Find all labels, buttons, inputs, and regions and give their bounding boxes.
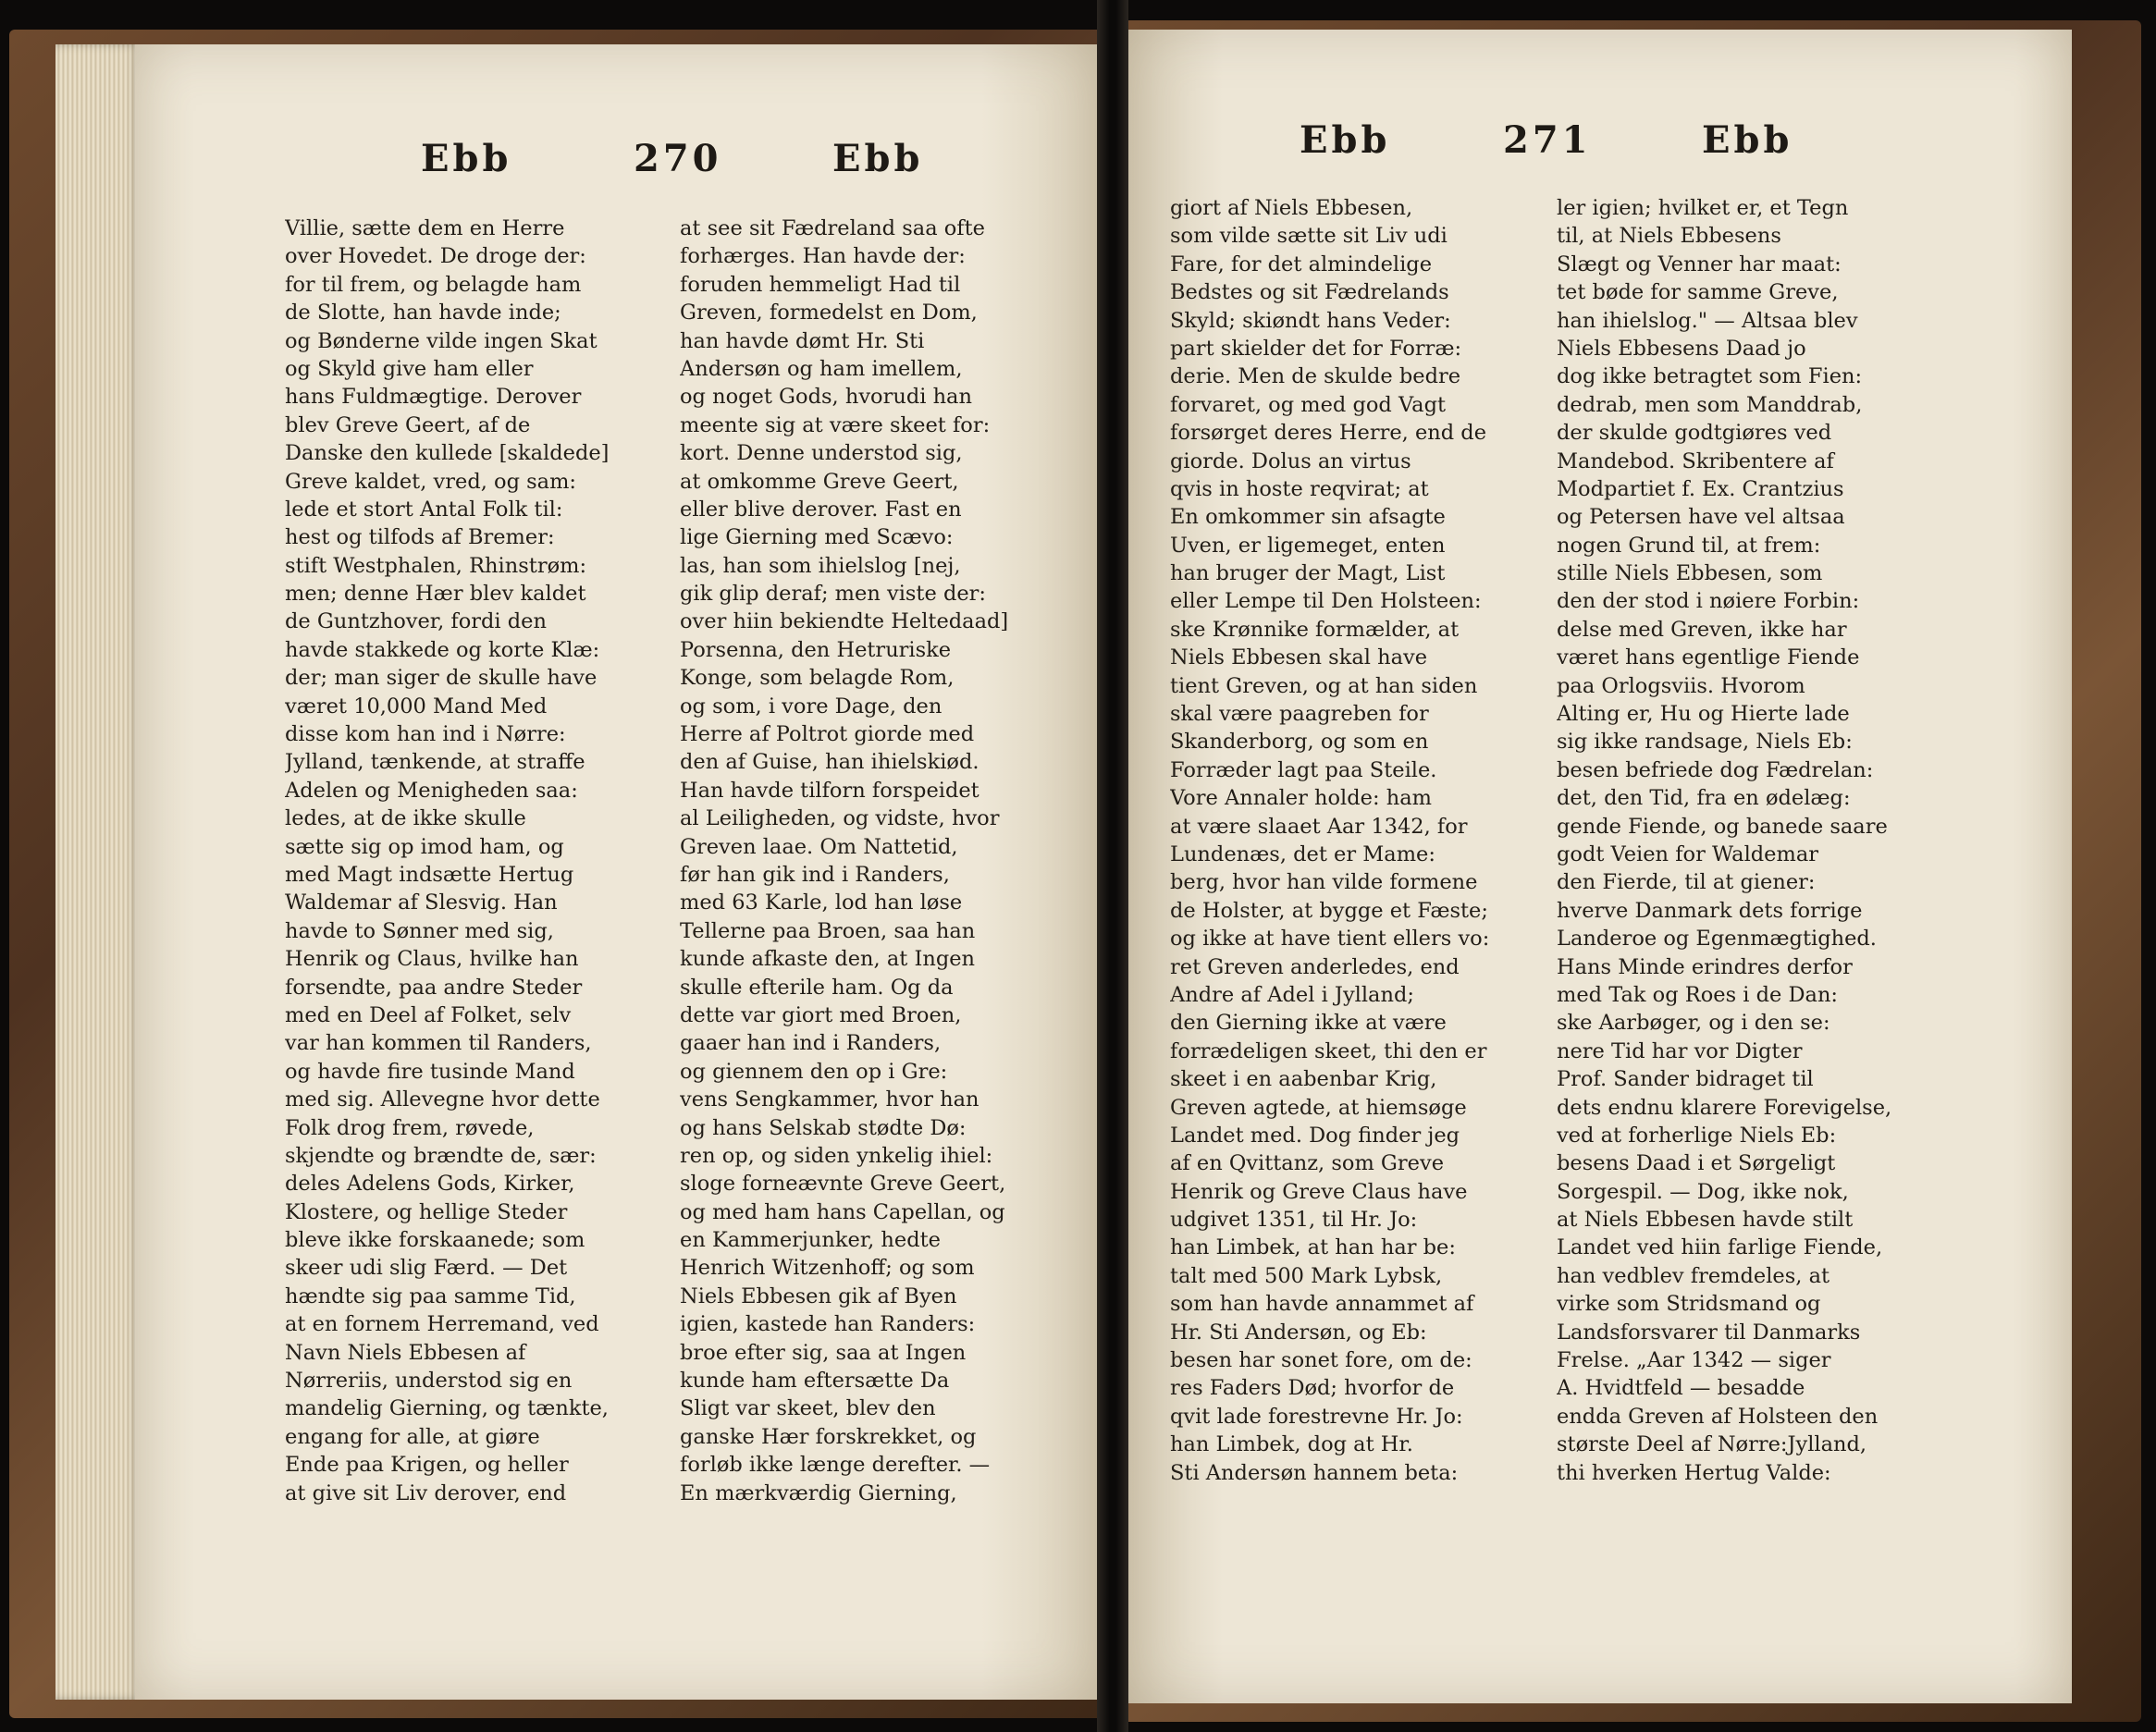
text-line: res Faders Død; hvorfor de [1170,1376,1455,1401]
text-line: forhærges. Han havde der: [680,244,966,269]
text-line: at see sit Fædreland saa ofte [680,216,985,240]
text-line: kunde ham eftersætte Da [680,1369,950,1394]
text-line: en Kammerjunker, hedte [680,1228,941,1253]
text-line: Greven agtede, at hiemsøge [1170,1095,1467,1120]
text-line: Slægt og Venner har maat: [1557,252,1842,276]
text-line: Alting er, Hu og Hierte lade [1557,702,1850,727]
text-line: og Bønderne vilde ingen Skat [285,328,598,353]
text-line: og Skyld give ham eller [285,356,534,381]
text-line: som han havde annammet af [1170,1292,1474,1317]
text-line: Niels Ebbesen skal have [1170,645,1428,670]
text-line: hans Fuldmægtige. Derover [285,385,582,410]
text-line: lede et stort Antal Folk til: [285,497,563,522]
text-line: Uven, er ligemeget, enten [1170,533,1446,558]
text-line: Landeroe og Egenmægtighed. [1557,927,1877,952]
text-line: med 63 Karle, lod han løse [680,891,963,915]
text-line: Folk drog frem, røvede, [285,1115,535,1140]
text-line: men; denne Hær blev kaldet [285,582,586,607]
text-line: berg, hvor han vilde formene [1170,870,1478,895]
left-header-word-right: Ebb [832,137,924,180]
text-line: Andre af Adel i Jylland; [1170,982,1414,1007]
text-line: været hans egentlige Fiende [1557,645,1860,670]
text-line: skal være paagreben for [1170,702,1429,727]
text-line: Waldemar af Slesvig. Han [285,891,558,915]
text-line: og som, i vore Dage, den [680,694,942,719]
text-line: mandelig Gierning, og tænkte, [285,1396,609,1421]
text-line: Adelen og Menigheden saa: [285,778,578,803]
text-line: blev Greve Geert, af de [285,412,531,437]
text-line: den Fierde, til at giener: [1557,870,1816,895]
text-line: nogen Grund til, at frem: [1557,533,1821,558]
text-line: forrædeligen skeet, thi den er [1170,1038,1487,1063]
text-line: den Gierning ikke at være [1170,1011,1447,1036]
text-line: Henrik og Claus, hvilke han [285,947,579,972]
text-line: at give sit Liv derover, end [285,1480,567,1505]
text-line: Skanderborg, og som en [1170,730,1429,755]
text-line: godt Veien for Waldemar [1557,841,1818,866]
text-line: deles Adelens Gods, Kirker, [285,1172,575,1197]
text-line: A. Hvidtfeld — besadde [1557,1376,1805,1401]
text-line: for til frem, og belagde ham [285,272,582,297]
text-line: virke som Stridsmand og [1557,1292,1821,1317]
text-line: disse kom han ind i Nørre: [285,722,566,747]
text-line: dedrab, men som Manddrab, [1557,392,1863,417]
text-line: sloge forneævnte Greve Geert, [680,1172,1006,1197]
text-line: og noget Gods, hvorudi han [680,385,972,410]
right-header-word: Ebb [1300,118,1391,162]
text-line: giort af Niels Ebbesen, [1170,196,1413,220]
text-line: Navn Niels Ebbesen af [285,1340,526,1365]
text-line: Greven, formedelst en Dom, [680,301,978,326]
text-line: giorde. Dolus an virtus [1170,448,1411,473]
left-header-word: Ebb [421,137,512,180]
text-line: ske Krønnike formælder, at [1170,617,1460,642]
text-line: forsendte, paa andre Steder [285,975,583,1000]
text-line: Niels Ebbesens Daad jo [1557,336,1806,361]
text-line: meente sig at være skeet for: [680,412,991,437]
text-line: over hiin bekiendte Heltedaad] [680,609,1009,634]
text-line: at Niels Ebbesen havde stilt [1557,1208,1854,1233]
text-line: Danske den kullede [skaldede] [285,441,610,466]
text-line: part skielder det for Forræ: [1170,336,1462,361]
text-line: Konge, som belagde Rom, [680,666,955,691]
text-line: forvaret, og med god Vagt [1170,392,1447,417]
text-line: talt med 500 Mark Lybsk, [1170,1263,1443,1288]
text-line: og Petersen have vel altsaa [1557,505,1845,530]
text-line: han bruger der Magt, List [1170,561,1446,586]
text-line: Henrich Witzenhoff; og som [680,1256,975,1281]
right-header-word-right: Ebb [1702,118,1793,162]
text-line: Fare, for det almindelige [1170,252,1433,276]
text-line: broe efter sig, saa at Ingen [680,1340,967,1365]
text-line: besen har sonet fore, om de: [1170,1348,1472,1373]
text-line: skeet i en aabenbar Krig, [1170,1067,1437,1092]
text-line: bleve ikke forskaanede; som [285,1228,585,1253]
text-line: ren op, og siden ynkelig ihiel: [680,1143,993,1168]
text-line: En mærkværdig Gierning, [680,1480,957,1505]
text-line: tet bøde for samme Greve, [1557,280,1839,305]
text-line: Henrik og Greve Claus have [1170,1179,1468,1204]
text-line: paa Orlogsviis. Hvorom [1557,673,1805,698]
text-line: Forræder lagt paa Steile. [1170,757,1437,782]
text-line: al Leiligheden, og vidste, hvor [680,806,1000,831]
text-line: las, han som ihielslog [nej, [680,553,961,578]
text-line: Prof. Sander bidraget til [1557,1067,1814,1092]
book-gutter [1097,0,1128,1732]
text-line: Sti Andersøn hannem beta: [1170,1460,1459,1485]
text-line: Sorgespil. — Dog, ikke nok, [1557,1179,1849,1204]
text-line: med Tak og Roes i de Dan: [1557,982,1839,1007]
text-line: Hans Minde erindres derfor [1557,954,1853,979]
text-line: Greve kaldet, vred, og sam: [285,469,576,494]
text-line: den der stod i nøiere Forbin: [1557,589,1860,614]
text-line: foruden hemmeligt Had til [680,272,961,297]
text-line: Herre af Poltrot giorde med [680,722,975,747]
text-line: eller blive derover. Fast en [680,497,962,522]
left-page-column-1 [285,215,650,1507]
text-line: qvit lade forestrevne Hr. Jo: [1170,1404,1463,1429]
text-line: skeer udi slig Færd. — Det [285,1256,568,1281]
text-line: gik glip deraf; men viste der: [680,582,986,607]
text-line: igien, kastede han Randers: [680,1312,976,1337]
text-line: han Limbek, at han har be: [1170,1235,1456,1260]
right-page-column-1 [1170,194,1535,1487]
text-line: Frelse. „Aar 1342 — siger [1557,1348,1831,1373]
text-line: besens Daad i et Sørgeligt [1557,1151,1836,1176]
text-line: de Slotte, han havde inde; [285,301,561,326]
text-line: Landet med. Dog finder jeg [1170,1123,1460,1148]
text-line: dog ikke betragtet som Fien: [1557,364,1863,389]
text-line: ledes, at de ikke skulle [285,806,526,831]
text-line: skjendte og brændte de, sær: [285,1143,597,1168]
text-line: Lundenæs, det er Mame: [1170,841,1435,866]
text-line: udgivet 1351, til Hr. Jo: [1170,1208,1418,1233]
text-line: af en Qvittanz, som Greve [1170,1151,1445,1176]
text-line: han vedblev fremdeles, at [1557,1263,1830,1288]
text-line: Bedstes og sit Fædrelands [1170,280,1449,305]
text-line: derie. Men de skulde bedre [1170,364,1461,389]
text-line: før han gik ind i Randers, [680,862,950,887]
text-line: ret Greven anderledes, end [1170,954,1460,979]
text-line: med Magt indsætte Hertug [285,862,574,887]
text-line: Tellerne paa Broen, saa han [680,918,976,943]
text-line: forløb ikke længe derefter. — [680,1453,991,1478]
text-line: delse med Greven, ikke har [1557,617,1847,642]
text-line: som vilde sætte sit Liv udi [1170,224,1448,249]
text-line: Hr. Sti Andersøn, og Eb: [1170,1320,1427,1345]
text-line: Andersøn og ham imellem, [680,356,963,381]
left-page-column-2 [680,215,1031,1507]
text-line: største Deel af Nørre:Jylland, [1557,1432,1867,1457]
text-line: ved at forherlige Niels Eb: [1557,1123,1837,1148]
text-line: tient Greven, og at han siden [1170,673,1478,698]
text-line: stille Niels Ebbesen, som [1557,561,1823,586]
text-line: Niels Ebbesen gik af Byen [680,1284,957,1308]
text-line: Porsenna, den Hetruriske [680,637,952,662]
text-line: kort. Denne understod sig, [680,441,963,466]
text-line: der; man siger de skulle have [285,666,598,691]
text-line: Nørreriis, understod sig en [285,1369,573,1394]
text-line: sig ikke randsage, Niels Eb: [1557,730,1853,755]
text-line: endda Greven af Holsteen den [1557,1404,1879,1429]
text-line: besen befriede dog Fædrelan: [1557,757,1874,782]
left-page-number: 270 [634,137,722,180]
text-line: ske Aarbøger, og i den se: [1557,1011,1830,1036]
text-line: over Hovedet. De droge der: [285,244,586,269]
text-line: Landet ved hiin farlige Fiende, [1557,1235,1883,1260]
text-line: og havde fire tusinde Mand [285,1059,575,1084]
text-line: ganske Hær forskrekket, og [680,1424,977,1449]
text-line: stift Westphalen, Rhinstrøm: [285,553,587,578]
text-line: han ihielslog." — Altsaa blev [1557,308,1858,333]
text-line: han havde dømt Hr. Sti [680,328,925,353]
text-line: det, den Tid, fra en ødelæg: [1557,786,1851,811]
text-line: engang for alle, at giøre [285,1424,540,1449]
text-line: vens Sengkammer, hvor han [680,1087,979,1112]
text-line: Ende paa Krigen, og heller [285,1453,569,1478]
text-line: Landsforsvarer til Danmarks [1557,1320,1861,1345]
text-line: og ikke at have tient ellers vo: [1170,927,1490,952]
text-line: Modpartiet f. Ex. Crantzius [1557,476,1844,501]
text-line: de Guntzhover, fordi den [285,609,547,634]
text-line: Mandebod. Skribentere af [1557,448,1834,473]
text-line: qvis in hoste reqvirat; at [1170,476,1429,501]
text-line: med sig. Allevegne hvor dette [285,1087,600,1112]
text-line: kunde afkaste den, at Ingen [680,947,976,972]
text-line: gaaer han ind i Randers, [680,1031,942,1056]
text-line: Han havde tilforn forspeidet [680,778,979,803]
text-line: hest og tilfods af Bremer: [285,525,555,550]
text-line: En omkommer sin afsagte [1170,505,1446,530]
text-line: ler igien; hvilket er, et Tegn [1557,196,1849,220]
text-line: lige Gierning med Scævo: [680,525,954,550]
text-line: han Limbek, dog at Hr. [1170,1432,1413,1457]
text-line: hændte sig paa samme Tid, [285,1284,576,1308]
text-line: Klostere, og hellige Steder [285,1199,568,1224]
right-page-number: 271 [1503,118,1592,162]
text-line: de Holster, at bygge et Fæste; [1170,898,1488,923]
text-line: sætte sig op imod ham, og [285,834,564,859]
right-page-column-2 [1557,194,1927,1487]
text-line: Vore Annaler holde: ham [1170,786,1432,811]
text-line: havde stakkede og korte Klæ: [285,637,600,662]
text-line: dette var giort med Broen, [680,1002,962,1027]
text-line: Skyld; skiøndt hans Veder: [1170,308,1451,333]
text-line: Jylland, tænkende, at straffe [285,750,585,775]
text-line: været 10,000 Mand Med [285,694,548,719]
text-line: og hans Selskab stødte Dø: [680,1115,967,1140]
text-line: Greven laae. Om Nattetid, [680,834,958,859]
text-line: thi hverken Hertug Valde: [1557,1460,1831,1485]
text-line: havde to Sønner med sig, [285,918,554,943]
text-line: nere Tid har vor Digter [1557,1038,1803,1063]
text-line: og giennem den op i Gre: [680,1059,948,1084]
text-line: den af Guise, han ihielskiød. [680,750,979,775]
text-line: med en Deel af Folket, selv [285,1002,572,1027]
text-line: og med ham hans Capellan, og [680,1199,1005,1224]
text-line: at en fornem Herremand, ved [285,1312,599,1337]
text-line: der skulde godtgiøres ved [1557,421,1832,446]
text-line: at være slaaet Aar 1342, for [1170,814,1468,839]
text-line: forsørget deres Herre, end de [1170,421,1487,446]
text-line: skulle efterile ham. Og da [680,975,954,1000]
page-edges [55,44,141,1700]
text-line: til, at Niels Ebbesens [1557,224,1781,249]
text-line: at omkomme Greve Geert, [680,469,959,494]
text-line: dets endnu klarere Forevigelse, [1557,1095,1892,1120]
text-line: Sligt var skeet, blev den [680,1396,936,1421]
text-line: gende Fiende, og banede saare [1557,814,1888,839]
text-line: var han kommen til Randers, [285,1031,592,1056]
text-line: Villie, sætte dem en Herre [285,216,565,240]
text-line: eller Lempe til Den Holsteen: [1170,589,1482,614]
text-line: hverve Danmark dets forrige [1557,898,1863,923]
